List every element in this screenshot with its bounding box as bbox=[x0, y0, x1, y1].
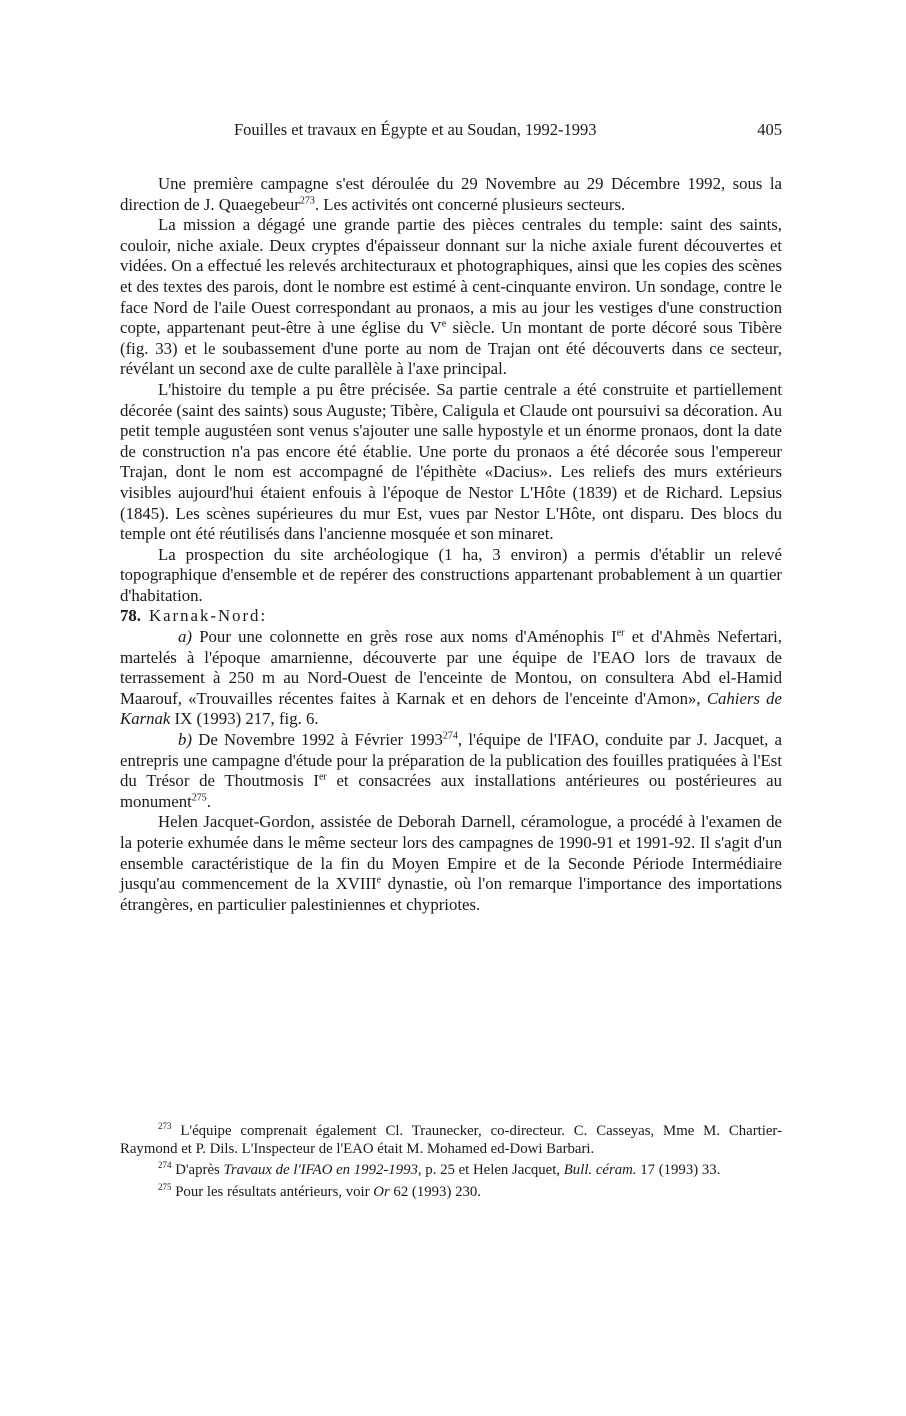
page-number: 405 bbox=[757, 120, 782, 139]
section-title: Karnak-Nord: bbox=[148, 606, 268, 626]
footnote-275: $^{275}$ Pour les résultats antérieurs, voir Or 62 (1993) 230. bbox=[158, 1181, 481, 1200]
paragraph-1: Une première campagne s'est déroulée du 29 Novembre au 29 Décembre 1992, sous la direction de J. Quaegebeur$^{273}$. Les activités ont concerné plusieurs secteurs. bbox=[120, 174, 782, 214]
body-text bbox=[120, 174, 782, 915]
paragraph-3: L'histoire du temple a pu être précisée. Sa partie centrale a été construite et partiellement décorée (saint des saints) sous Auguste; Tibère, Caligula et Claude ont poursuivi sa décoration. Au petit temple augustéen sont venus s'ajouter une salle hypostyle et un énorme pronaos, dont la date de construction n'a pas encore été établie. Une porte du pronaos a été décorée sous l'empereur Trajan, dont le nom est accompagné de l'épithète «Dacius». Les reliefs des murs extérieurs visibles aujourd'hui étaient enfouis à l'époque de Nestor L'Hôte (1839) et de Richard. Lepsius (1845). Les scènes supérieures du mur Est, vues par Nestor L'Hôte, ont disparu. Des blocs du temple ont été réutilisés dans l'ancienne mosquée et son minaret. bbox=[120, 379, 782, 544]
item-a: a) Pour une colonnette en grès rose aux noms d'Aménophis Ier et d'Ahmès Nefertari, martelés à l'époque amarnienne, découverte par une équipe de l'EAO lors de travaux de terrassement à 250 m au Nord-Ouest de l'enceinte de Montou, on consultera Abd el-Hamid Maarouf, «Trouvailles récentes faites à Karnak et en dehors de l'enceinte d'Amon», Cahiers de Karnak IX (1993) 217, fig. 6. bbox=[120, 627, 782, 729]
paragraph-2: La mission a dégagé une grande partie des pièces centrales du temple: saint des saints, couloir, niche axiale. Deux cryptes d'épaisseur donnant sur la niche axiale furent découvertes et vidées. On a effectué les relevés architecturaux et photographiques, ainsi que les copies des scènes et des textes des parois, dont le nombre est estimé à cent-cinquante environ. Un sondage, contre le face Nord de l'aile Ouest correspondant au pronaos, a mis au jour les vestiges d'une construction copte, appartenant peut-être à une église du Ve siècle. Un montant de porte décoré sous Tibère (fig. 33) et le soubassement d'une porte au nom de Trajan ont été découverts dans ce secteur, révélant un second axe de culte parallèle à l'axe principal. bbox=[120, 215, 782, 379]
footnote-ref-275[interactable]: 275 bbox=[191, 792, 207, 804]
footnote-273: $^{273}$ L'équipe comprenait également Cl. Traunecker, co-directeur. C. Casseyas, Mme M. Chartier-Raymond et P. Dils. L'Inspecteur de l'EAO était M. Mohamed ed-Dowi Barbari. bbox=[120, 1121, 782, 1157]
paragraph-ceramics: Helen Jacquet-Gordon, assistée de Deborah Darnell, céramologue, a procédé à l'examen de la poterie exhumée dans le même secteur lors des campagnes de 1990-91 et 1991-92. Il s'agit d'un ensemble caractéristique de la fin du Moyen Empire et de la Seconde Période Intermédiaire jusqu'au commencement de la XVIIIe dynastie, où l'on remarque l'importance des importations étrangères, en particulier palestiniennes et chypriotes. bbox=[120, 812, 782, 914]
footnote-ref-274[interactable]: 274 bbox=[442, 730, 458, 742]
item-b: b) De Novembre 1992 à Février 1993$^{274}$, l'équipe de l'IFAO, conduite par J. Jacquet, a entrepris une campagne d'étude pour la préparation de la publication des fouilles pratiquées à l'Est du Trésor de Thoutmosis Ier et consacrées aux installations antérieures ou postérieures au monument$^{275}$. bbox=[120, 730, 782, 811]
footnote-ref-273[interactable]: 273 bbox=[299, 195, 315, 206]
paragraph-4: La prospection du site archéologique (1 ha, 3 environ) a permis d'établir un relevé topographique d'ensemble et de repérer des constructions appartenant probablement à un quartier d'habitation. bbox=[120, 544, 782, 605]
section-heading bbox=[120, 606, 782, 627]
footnotes bbox=[120, 1123, 782, 1205]
footnote-274: $^{274}$ D'après Travaux de l'IFAO en 1992-1993, p. 25 et Helen Jacquet, Bull. céram. 17 (1993) 33. bbox=[158, 1160, 721, 1179]
section-number: 78. bbox=[120, 606, 141, 626]
running-title: Fouilles et travaux en Égypte et au Soudan, 1992-1993 bbox=[234, 120, 597, 139]
